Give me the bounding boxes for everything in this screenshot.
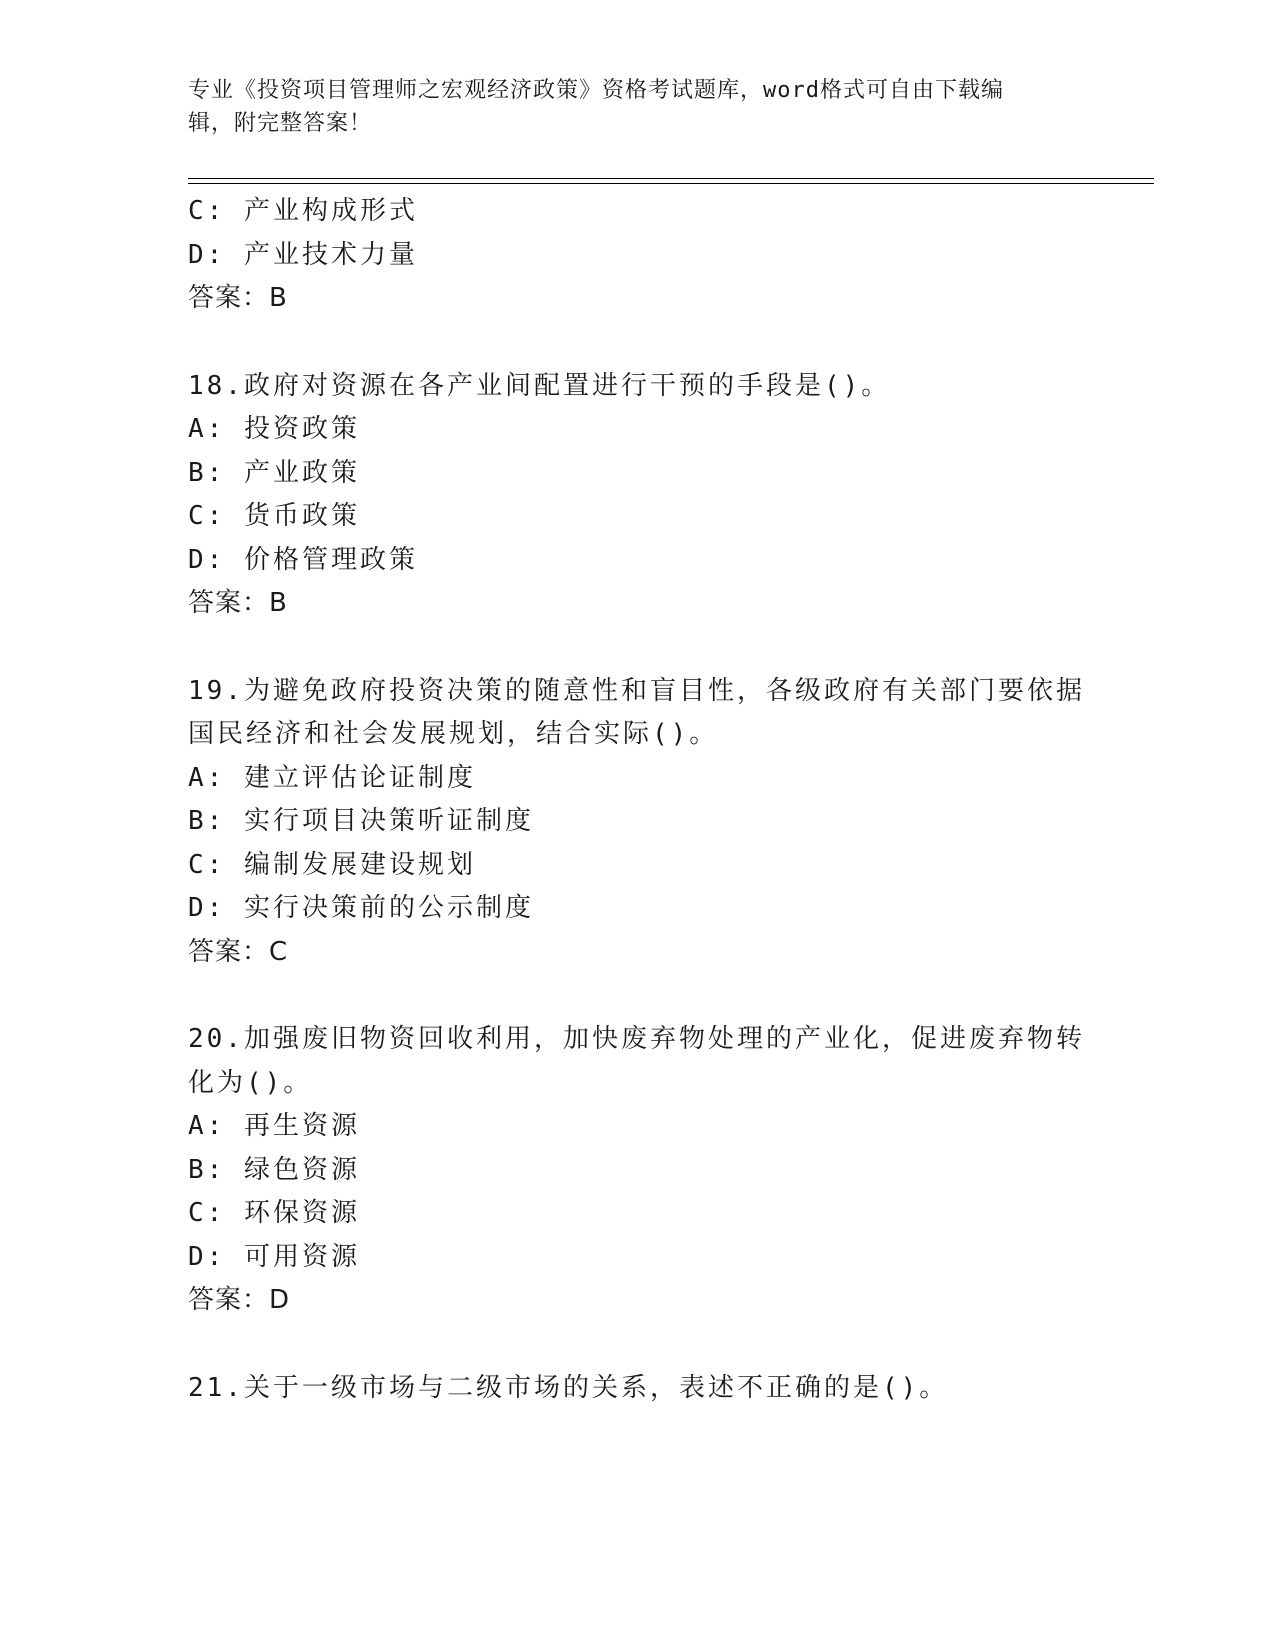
q20-option-a: A: 再生资源 [188,1111,360,1141]
question-18: 18.政府对资源在各产业间配置进行干预的手段是()。 [188,371,891,401]
question-19-line-2: 国民经济和社会发展规划，结合实际()。 [188,719,719,749]
q19-option-c: C: 编制发展建设规划 [188,850,476,880]
q19-option-d: D: 实行决策前的公示制度 [188,893,534,923]
q20-option-c: C: 环保资源 [188,1198,360,1228]
q18-option-d: D: 价格管理政策 [188,545,418,575]
q20-answer: 答案：D [188,1285,291,1315]
question-19-line-1: 19.为避免政府投资决策的随意性和盲目性，各级政府有关部门要依据 [188,676,1085,706]
q18-option-a: A: 投资政策 [188,414,360,444]
question-20-line-2: 化为()。 [188,1068,313,1098]
header-divider [188,178,1154,184]
question-21: 21.关于一级市场与二级市场的关系，表述不正确的是()。 [188,1373,949,1403]
prev-option-c: C: 产业构成形式 [188,196,418,226]
q20-option-d: D: 可用资源 [188,1242,360,1272]
question-20-line-1: 20.加强废旧物资回收利用，加快废弃物处理的产业化，促进废弃物转 [188,1024,1085,1054]
prev-option-d: D: 产业技术力量 [188,240,418,270]
header-line-2: 辑，附完整答案！ [188,111,373,136]
q18-option-b: B: 产业政策 [188,458,360,488]
q20-option-b: B: 绿色资源 [188,1155,360,1185]
prev-answer: 答案：B [188,283,288,313]
q18-option-c: C: 货币政策 [188,501,360,531]
q18-answer: 答案：B [188,588,288,618]
header-line-1: 专业《投资项目管理师之宏观经济政策》资格考试题库，word格式可自由下载编 [188,78,1004,103]
q19-option-b: B: 实行项目决策听证制度 [188,806,534,836]
q19-option-a: A: 建立评估论证制度 [188,763,476,793]
document-header [188,74,1068,140]
q19-answer: 答案：C [188,937,289,967]
